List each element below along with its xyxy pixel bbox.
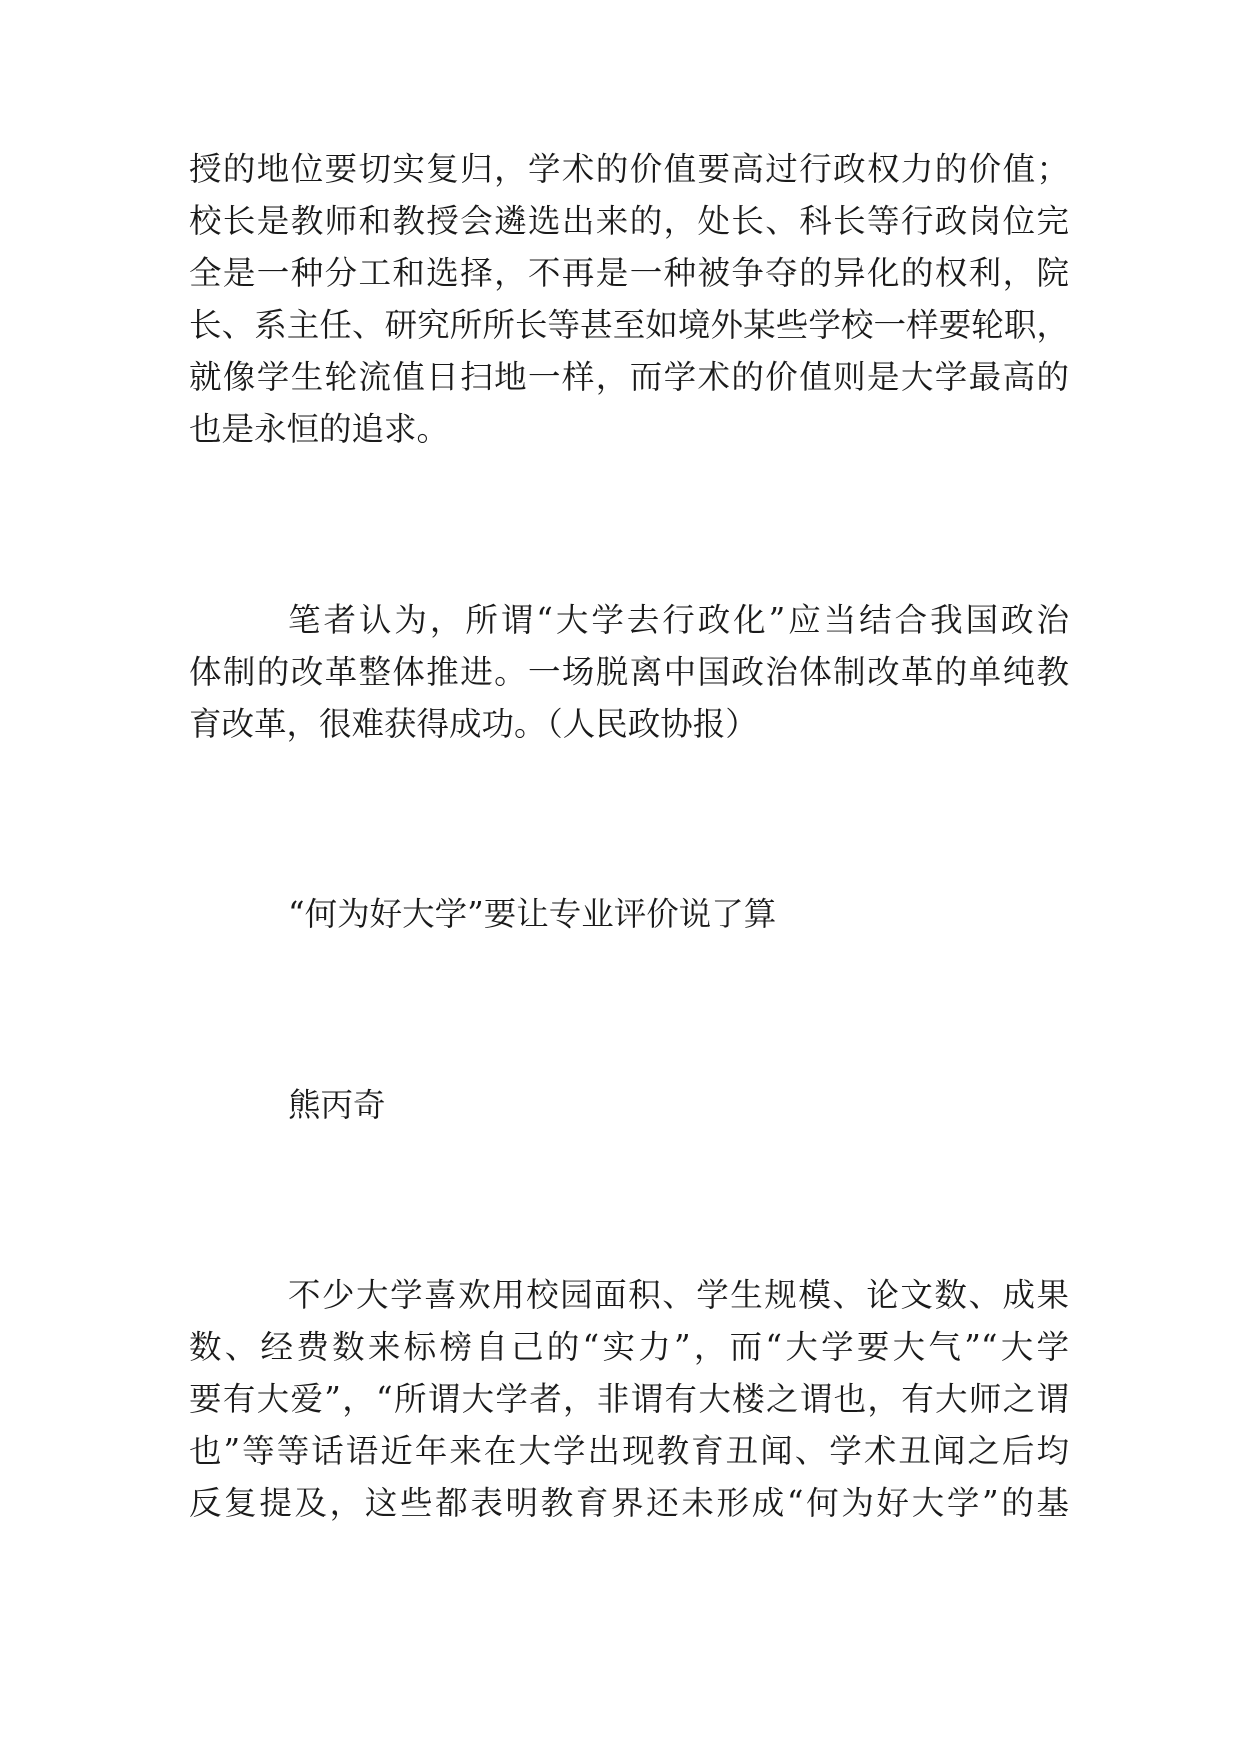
paragraph-1-line-3: 全是一种分工和选择，不再是一种被争夺的异化的权利，院 — [189, 254, 1069, 292]
paragraph-2-line-1: 笔者认为，所谓“大学去行政化”应当结合我国政治 — [288, 601, 1069, 639]
paragraph-3-line-2: 数、经费数来标榜自己的“实力”，而“大学要大气”“大学 — [189, 1328, 1069, 1366]
paragraph-2-line-2: 体制的改革整体推进。一场脱离中国政治体制改革的单纯教 — [189, 653, 1069, 691]
paragraph-3-line-3: 要有大爱”，“所谓大学者，非谓有大楼之谓也，有大师之谓 — [189, 1380, 1069, 1418]
paragraph-1-line-1: 授的地位要切实复归，学术的价值要高过行政权力的价值； — [189, 150, 1069, 188]
paragraph-1-line-6: 也是永恒的追求。 — [189, 410, 450, 448]
paragraph-1-line-4: 长、系主任、研究所所长等甚至如境外某些学校一样要轮职， — [189, 306, 1069, 344]
article-title: “何为好大学”要让专业评价说了算 — [288, 895, 777, 933]
paragraph-3-line-5: 反复提及，这些都表明教育界还未形成“何为好大学”的基 — [189, 1484, 1069, 1522]
author-name: 熊丙奇 — [288, 1086, 386, 1124]
paragraph-1-line-5: 就像学生轮流值日扫地一样，而学术的价值则是大学最高的 — [189, 358, 1069, 396]
paragraph-1-line-2: 校长是教师和教授会遴选出来的，处长、科长等行政岗位完 — [189, 202, 1069, 240]
paragraph-3-line-1: 不少大学喜欢用校园面积、学生规模、论文数、成果 — [288, 1276, 1069, 1314]
paragraph-3-line-4: 也”等等话语近年来在大学出现教育丑闻、学术丑闻之后均 — [189, 1432, 1069, 1470]
paragraph-2-line-3: 育改革，很难获得成功。（人民政协报） — [189, 705, 758, 743]
